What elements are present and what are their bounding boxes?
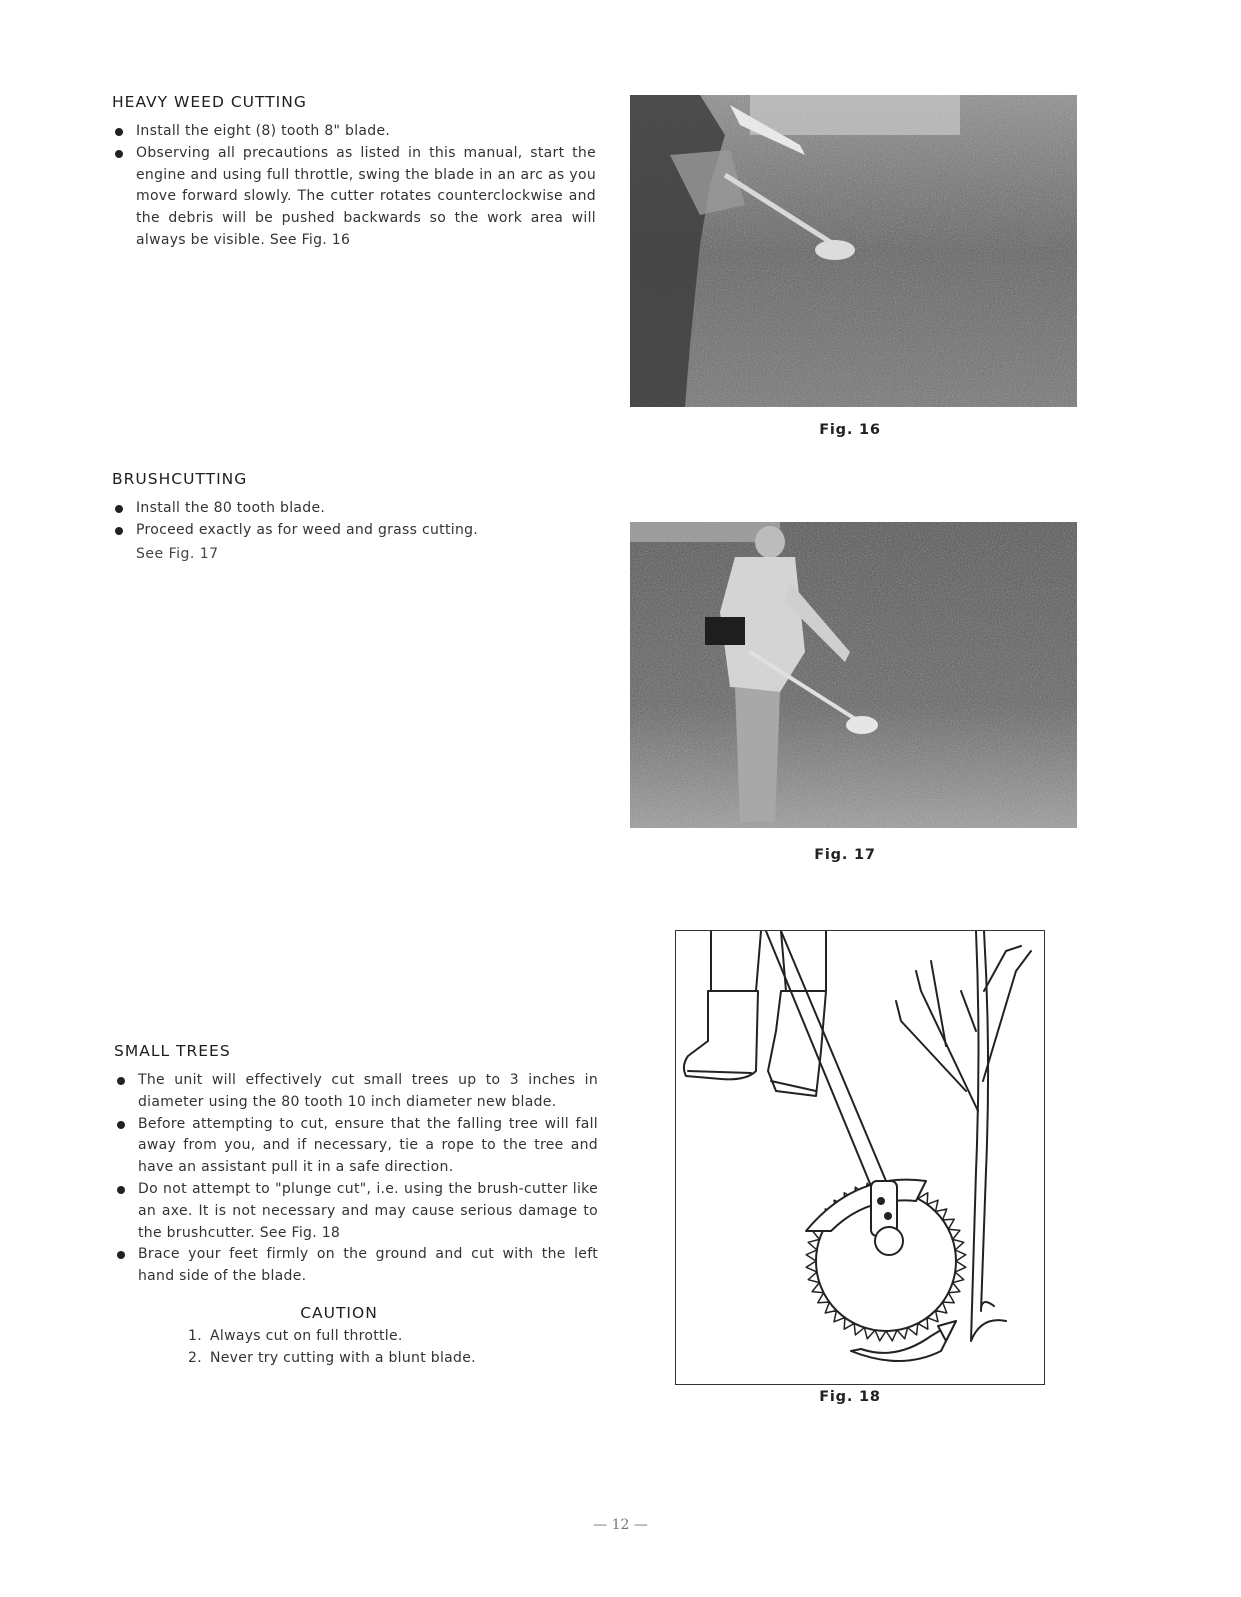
caution-list [188,1326,494,1370]
section-heading: HEAVY WEED CUTTING [112,93,307,111]
caution-item-text: Never try cutting with a blunt blade. [210,1349,476,1366]
page-number: — 12 — [593,1517,648,1533]
list-item: Install the eight (8) tooth 8" blade. [112,121,596,143]
section-heading: SMALL TREES [114,1042,231,1060]
figure-17-photo [630,522,1077,828]
figure-17-caption: Fig. 17 [814,847,876,863]
caution-item [188,1326,494,1348]
caution-title: CAUTION [300,1303,378,1322]
list-item: Before attempting to cut, ensure that the falling tree will fall away from you, and if necessary, tie a rope to the tree and have an assistant pull it in a safe direction. [114,1114,598,1179]
list-item: Install the 80 tooth blade. [112,498,596,520]
list-item: Brace your feet firmly on the ground and cut with the left hand side of the blade. [114,1244,598,1288]
figure-16-caption: Fig. 16 [819,422,881,438]
caution-item-text: Always cut on full throttle. [210,1327,403,1344]
figure-18-drawing [675,930,1045,1385]
bullet-list [112,121,596,252]
list-item: The unit will effectively cut small trees up to 3 inches in diameter using the 80 tooth 10 inch diameter new blade. [114,1070,598,1114]
list-item: Proceed exactly as for weed and grass cutting. [112,520,596,542]
figure-16-photo [630,95,1077,407]
section-heavy-weed-cutting [112,93,596,252]
see-figure-note: See Fig. 17 [136,545,219,562]
section-small-trees [114,1042,598,1370]
caution-item-number: 1. [188,1327,202,1344]
section-brushcutting [112,470,596,566]
list-item: Do not attempt to "plunge cut", i.e. using the brush-cutter like an axe. It is not necessary and may cause serious damage to the brushcutter. See Fig. 18 [114,1179,598,1244]
bullet-list [114,1070,598,1288]
figure-18-caption: Fig. 18 [819,1389,881,1405]
list-item: Observing all precautions as listed in this manual, start the engine and using full throttle, swing the blade in an arc as you move forward slowly. The cutter rotates counterclockwise and the debris will be pushed backwards so the work area will always be visible. See Fig. 16 [112,143,596,252]
bullet-list [112,498,596,542]
caution-item [188,1348,494,1370]
section-heading: BRUSHCUTTING [112,470,248,488]
caution-item-number: 2. [188,1349,202,1366]
